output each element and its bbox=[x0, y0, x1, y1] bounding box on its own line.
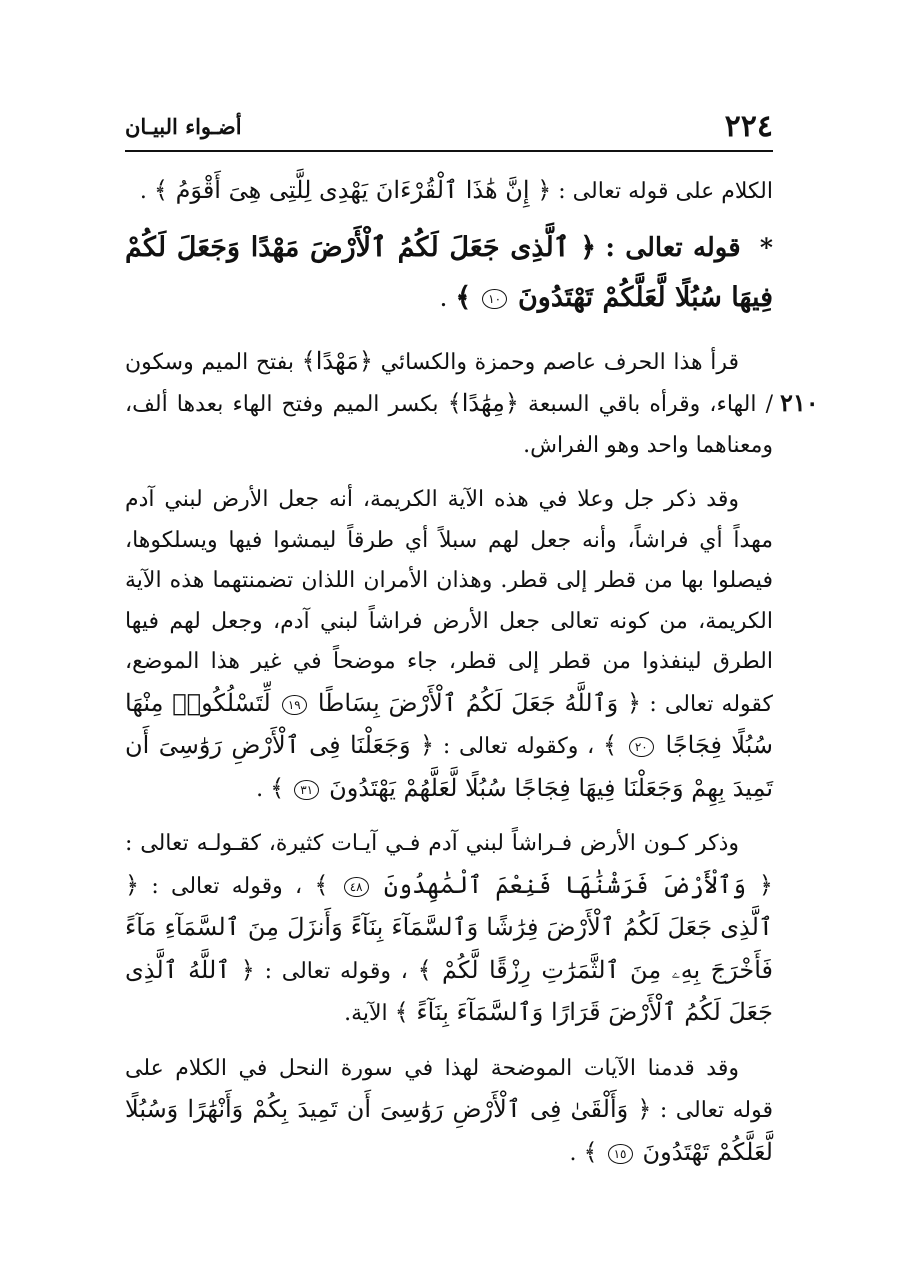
punctuation: . bbox=[439, 282, 448, 312]
paragraph-5 bbox=[125, 1049, 773, 1175]
paragraph-4 bbox=[125, 824, 773, 1035]
ayah-number-marker: ١٠ bbox=[482, 289, 507, 309]
ayah-number-marker: ١٥ bbox=[608, 1144, 633, 1164]
verse-close-bracket: ﴾ bbox=[270, 773, 285, 802]
ayah-number-marker: ٢٠ bbox=[629, 737, 654, 757]
quran-verse: ﴿ وَجَعَلْنَا فِى ٱلْأَرْضِ رَوَٰسِىَ أَن تَمِيدَ بِهِمْ وَجَعَلْنَا فِيهَا فِجَاجًا سُبُلًا لَّعَلَّهُمْ يَهْتَدُونَ bbox=[125, 731, 773, 802]
quran-word: ﴿مِهَٰدًا﴾ bbox=[447, 389, 519, 417]
verse-close-bracket: ﴾ bbox=[314, 870, 329, 899]
book-title: أضـواء البيـان bbox=[125, 114, 242, 139]
quran-verse: ﴿ إِنَّ هَٰذَا ٱلْقُرْءَانَ يَهْدِى لِلَّتِى هِىَ أَقْوَمُ ﴾ bbox=[153, 176, 552, 204]
paragraph-text: بفتح الميم وسكون / الهاء، وقرأه باقي السبعة bbox=[125, 349, 773, 417]
ayah-number-marker: ١٩ bbox=[282, 695, 307, 715]
ayah-number-marker: ٤٨ bbox=[344, 877, 369, 897]
page-number: ٢٢٤ bbox=[724, 109, 773, 144]
heading-lead: قوله تعالى : bbox=[605, 232, 741, 263]
paragraph-text: الآية. bbox=[344, 1001, 388, 1026]
paragraph-text: وقد قدمنا الآيات الموضحة لهذا في سورة النحل في الكلام على قوله تعالى : bbox=[125, 1055, 774, 1123]
verse-close-bracket: ﴾ bbox=[583, 1137, 598, 1166]
section-heading bbox=[125, 223, 773, 323]
punctuation: . bbox=[569, 1140, 577, 1166]
paragraph-1 bbox=[125, 170, 773, 213]
quran-verse: ﴿ ٱلَّذِى جَعَلَ لَكُمُ ٱلْأَرْضَ فِرَٰشًا وَٱلسَّمَآءَ بِنَآءً وَأَنزَلَ مِنَ ٱلسَّمَآءِ مَآءً فَأَخْرَجَ بِهِۦ مِنَ ٱلثَّمَرَٰتِ رِزْقًا لَّكُمْ ﴾ bbox=[125, 870, 773, 984]
asterisk-marker: * bbox=[759, 232, 773, 262]
margin-page-reference: ٢١٠ bbox=[780, 388, 819, 417]
paragraph-2 bbox=[125, 341, 773, 467]
paragraph-3 bbox=[125, 480, 773, 810]
punctuation: . bbox=[139, 179, 147, 204]
quran-verse: لِّتَسْلُكُوا۟ مِنْهَا سُبُلًا فِجَاجًا bbox=[125, 688, 774, 759]
verse-close-bracket: ﴾ bbox=[603, 731, 618, 759]
paragraph-text: وذكر كـون الأرض فـراشاً لبني آدم فـي آيـات كثيرة، كقـولـه تعالى : bbox=[125, 831, 739, 856]
paragraph-text: ، وكقوله تعالى : bbox=[442, 734, 595, 759]
quran-word: ﴿مَهْدًا﴾ bbox=[301, 346, 373, 375]
ayah-number-marker: ٣١ bbox=[294, 780, 319, 800]
paragraph-text: وقد ذكر جل وعلا في هذه الآية الكريمة، أنه جعل الأرض لبني آدم مهداً أي فراشاً، وأنه جعل لهم سبلاً أي طرقاً ليمشوا فيها ويسلكوها، فيصلوا بها من قطر إلى قطر. وهذان الأمران اللذان تضمنتهما هذه الآية الكريمة، من كونه تعالى جعل الأرض فراشاً لبني آدم، وجعل لهم فيها الطرق لينفذوا من قطر إلى قطر، جاء موضحاً في غير هذا الموضع، كقوله تعالى : bbox=[125, 487, 774, 717]
quran-verse: ﴿ وَٱلْأَرْضَ فَرَشْنَٰهَا فَنِعْمَ ٱلْمَٰهِدُونَ bbox=[383, 870, 773, 899]
quran-verse: ﴿ ٱللَّهُ ٱلَّذِى جَعَلَ لَكُمُ ٱلْأَرْضَ قَرَارًا وَٱلسَّمَآءَ بِنَآءً ﴾ bbox=[125, 955, 773, 1026]
paragraph-text: ، وقوله تعالى : bbox=[264, 958, 408, 984]
paragraph-text: ، وقوله تعالى : bbox=[151, 873, 303, 899]
page-body bbox=[125, 170, 773, 1188]
page-header bbox=[125, 108, 773, 146]
quran-verse: ﴿ وَأَلْقَىٰ فِى ٱلْأَرْضِ رَوَٰسِىَ أَن تَمِيدَ بِكُمْ وَأَنْهَٰرًا وَسُبُلًا لَّعَلَّكُمْ تَهْتَدُونَ bbox=[125, 1095, 773, 1166]
punctuation: . bbox=[256, 776, 264, 802]
verse-close-bracket: ﴾ bbox=[455, 281, 472, 313]
paragraph-text: بكسر الميم وفتح الهاء بعدها ألف، ومعناهما واحد وهو الفراش. bbox=[125, 392, 773, 458]
quran-verse: ﴿ وَٱللَّهُ جَعَلَ لَكُمُ ٱلْأَرْضَ بِسَاطًا bbox=[317, 688, 642, 717]
paragraph-text: قرأ هذا الحرف عاصم وحمزة والكسائي bbox=[380, 349, 740, 375]
header-divider bbox=[125, 150, 773, 152]
paragraph-text: الكلام على قوله تعالى : bbox=[558, 179, 773, 204]
quran-verse: ﴿ ٱلَّذِى جَعَلَ لَكُمُ ٱلْأَرْضَ مَهْدًا وَجَعَلَ لَكُمْ فِيهَا سُبُلًا لَّعَلَّكُمْ تَهْتَدُونَ bbox=[125, 231, 773, 313]
